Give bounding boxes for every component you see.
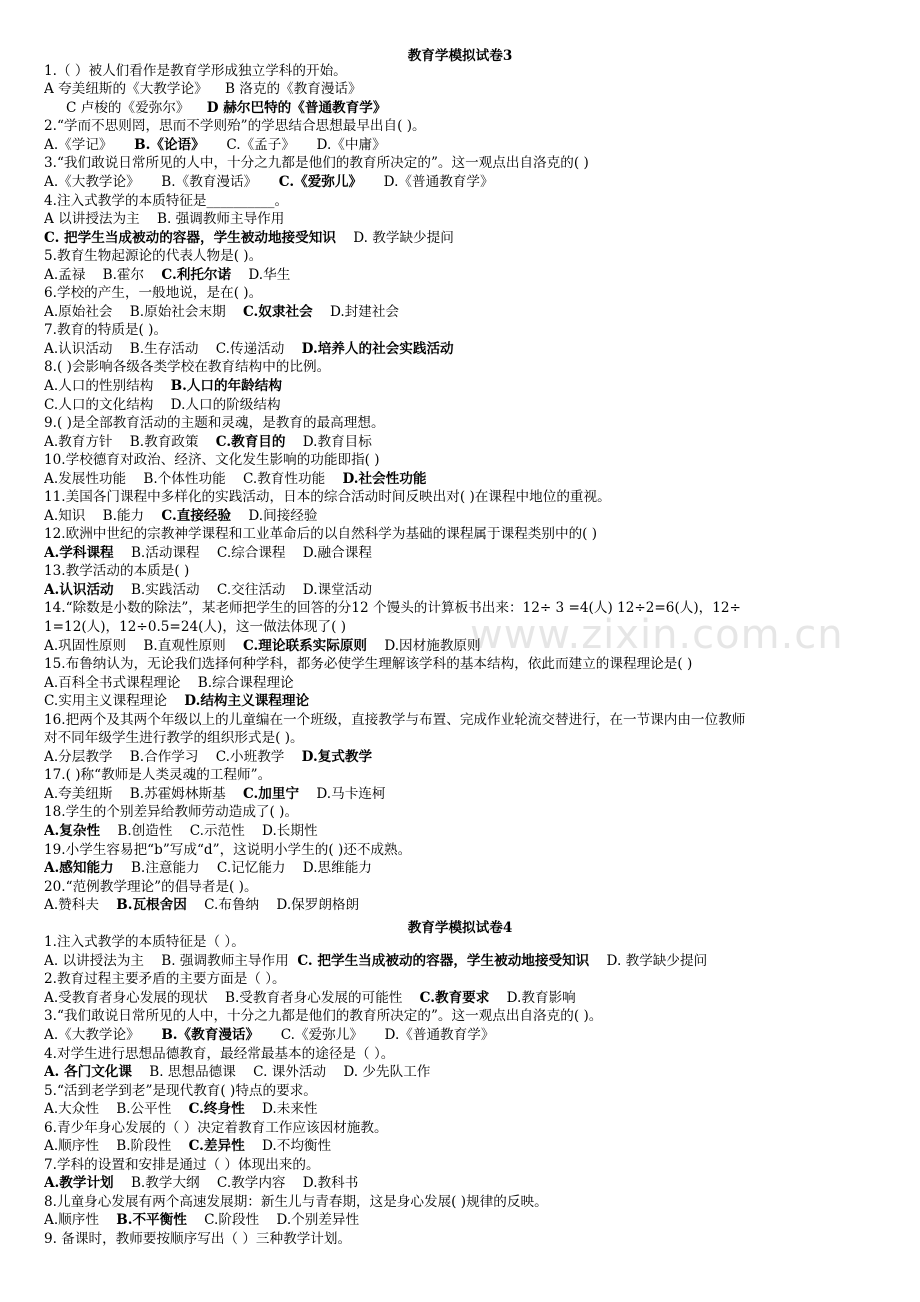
option-line: A.学科课程 B.活动课程 C.综合课程 D.融合课程 — [44, 545, 372, 561]
option-line: A.人口的性别结构 B.人口的年龄结构 — [44, 378, 282, 394]
option-line: A.认识活动 B.生存活动 C.传递活动 D.培养人的社会实践活动 — [44, 341, 454, 357]
question-line: 9.( )是全部教育活动的主题和灵魂，是教育的最高理想。 — [44, 415, 385, 431]
option-line: A.赞科夫 B.瓦根舍因 C.布鲁纳 D.保罗朗格朗 — [44, 897, 360, 913]
option-line: A. 各门文化课 B. 思想品德课 C. 课外活动 D. 少先队工作 — [44, 1064, 431, 1080]
question-line: 7.学科的设置和安排是通过（ ）体现出来的。 — [44, 1157, 320, 1173]
option-line: A.《大教学论》 B.《教育漫话》 C.《爱弥儿》 D.《普通教育学》 — [44, 1027, 495, 1043]
option-line: A.教育方针 B.教育政策 C.教育目的 D.教育目标 — [44, 434, 372, 450]
answer: B.《论语》 — [134, 137, 205, 153]
option-line: A.知识 B.能力 C.直接经验 D.间接经验 — [44, 508, 318, 524]
watermark: www.zixin.com.cn — [470, 612, 844, 658]
answer: C.教育要求 — [419, 990, 490, 1006]
answer: A. 各门文化课 — [44, 1064, 132, 1080]
option-line: A.复杂性 B.创造性 C.示范性 D.长期性 — [44, 823, 318, 839]
answer: C.直接经验 — [161, 508, 232, 524]
question-line: 7.教育的特质是( )。 — [44, 322, 168, 338]
answer: A.教学计划 — [44, 1175, 114, 1191]
option-line: A.认识活动 B.实践活动 C.交往活动 D.课堂活动 — [44, 582, 372, 598]
question-line: 3.“我们敢说日常所见的人中，十分之九都是他们的教育所决定的”。这一观点出自洛克的( )。 — [44, 1008, 603, 1024]
section-title: 教育学模拟试卷3 — [407, 48, 513, 64]
answer: C.差异性 — [188, 1138, 245, 1154]
question-line: 4.对学生进行思想品德教育，最经常最基本的途径是（ ）。 — [44, 1046, 395, 1062]
answer: D.结构主义课程理论 — [184, 693, 310, 709]
answer: D 赫尔巴特的《普通教育学》 — [206, 100, 387, 116]
question-line: 10.学校德育对政治、经济、文化发生影响的功能即指( ) — [44, 452, 380, 468]
option-line: A.大众性 B.公平性 C.终身性 D.未来性 — [44, 1101, 318, 1117]
option-line: A.顺序性 B.阶段性 C.差异性 D.不均衡性 — [44, 1138, 332, 1154]
option-line: C. 把学生当成被动的容器，学生被动地接受知识 D. 教学缺少提问 — [44, 230, 454, 246]
question-line: 5.教育生物起源论的代表人物是( )。 — [44, 248, 263, 264]
question-line: 对不同年级学生进行教学的组织形式是( )。 — [44, 730, 304, 746]
option-line: A.《大教学论》 B.《教育漫话》 C.《爱弥儿》 D.《普通教育学》 — [44, 174, 494, 190]
answer: D.复式教学 — [301, 749, 373, 765]
question-line: 6.学校的产生，一般地说，是在( )。 — [44, 285, 263, 301]
question-line: 17.( )称“教师是人类灵魂的工程师”。 — [44, 767, 272, 783]
option-line: A.夸美纽斯 B.苏霍姆林斯基 C.加里宁 D.马卡连柯 — [44, 786, 386, 802]
option-line: A.分层教学 B.合作学习 C.小班教学 D.复式教学 — [44, 749, 373, 765]
answer: B.不平衡性 — [116, 1212, 187, 1228]
question-line: 14.“除数是小数的除法”，某老师把学生的回答的分12 个馒头的计算板书出来：12÷ 3 =4(人) 12÷2=6(人)，12÷ — [44, 600, 741, 616]
question-line: 6.青少年身心发展的（ ）决定着教育工作应该因材施教。 — [44, 1120, 388, 1136]
option-line: A.发展性功能 B.个体性功能 C.教育性功能 D.社会性功能 — [44, 471, 427, 487]
question-line: 12.欧洲中世纪的宗教神学课程和工业革命后的以自然科学为基础的课程属于课程类别中的( ) — [44, 526, 598, 542]
question-line: 11.美国各门课程中多样化的实践活动，日本的综合活动时间反映出对( )在课程中地位的重视。 — [44, 489, 611, 505]
question-line: 2.教育过程主要矛盾的主要方面是（ ）。 — [44, 971, 286, 987]
option-line: A 以讲授法为主 B. 强调教师主导作用 — [44, 211, 285, 227]
option-line: A.孟禄 B.霍尔 C.利托尔诺 D.华生 — [44, 267, 291, 283]
question-line: 1=12(人)，12÷0.5=24(人)，这一做法体现了( ) — [44, 619, 347, 635]
answer: C.《爱弥儿》 — [278, 174, 363, 190]
option-line: A 夸美纽斯的《大教学论》 B 洛克的《教育漫话》 — [44, 81, 362, 97]
answer: C.教育目的 — [215, 434, 286, 450]
answer: C.奴隶社会 — [242, 304, 313, 320]
answer: C. 把学生当成被动的容器，学生被动地接受知识 — [297, 953, 590, 969]
question-line: 1.（ ）被人们看作是教育学形成独立学科的开始。 — [44, 63, 347, 79]
option-line: A.受教育者身心发展的现状 B.受教育者身心发展的可能性 C.教育要求 D.教育影响 — [44, 990, 576, 1006]
answer: C.利托尔诺 — [161, 267, 232, 283]
option-line: C.人口的文化结构 D.人口的阶级结构 — [44, 397, 281, 413]
answer: A.感知能力 — [44, 860, 114, 876]
question-line: 18.学生的个别差异给教师劳动造成了( )。 — [44, 804, 299, 820]
question-line: 4.注入式教学的本质特征是__________。 — [44, 193, 289, 209]
question-line: 20.“范例教学理论”的倡导者是( )。 — [44, 879, 258, 895]
question-line: 1.注入式教学的本质特征是（ ）。 — [44, 934, 245, 950]
answer: D.培养人的社会实践活动 — [301, 341, 454, 357]
answer: B.人口的年龄结构 — [170, 378, 282, 394]
option-line: A.百科全书式课程理论 B.综合课程理论 — [44, 675, 294, 691]
answer: C.终身性 — [188, 1101, 245, 1117]
question-line: 19.小学生容易把“b”写成“d”，这说明小学生的( )还不成熟。 — [44, 842, 412, 858]
question-line: 8.( )会影响各级各类学校在教育结构中的比例。 — [44, 359, 331, 375]
option-line: A.巩固性原则 B.直观性原则 C.理论联系实际原则 D.因材施教原则 — [44, 638, 481, 654]
answer: B.《教育漫话》 — [161, 1027, 260, 1043]
answer: D.社会性功能 — [342, 471, 427, 487]
option-line: C 卢梭的《爱弥尔》 D 赫尔巴特的《普通教育学》 — [66, 100, 387, 116]
option-line: C.实用主义课程理论 D.结构主义课程理论 — [44, 693, 310, 709]
answer: C. 把学生当成被动的容器，学生被动地接受知识 — [44, 230, 336, 246]
question-line: 5.“活到老学到老”是现代教育( )特点的要求。 — [44, 1083, 317, 1099]
question-line: 13.教学活动的本质是( ) — [44, 563, 190, 579]
question-line: 8.儿童身心发展有两个高速发展期：新生儿与青春期，这是身心发展( )规律的反映。 — [44, 1194, 548, 1210]
answer: A.复杂性 — [44, 823, 101, 839]
option-line: A.感知能力 B.注意能力 C.记忆能力 D.思维能力 — [44, 860, 372, 876]
option-line: A.《学记》 B.《论语》 C.《孟子》 D.《中庸》 — [44, 137, 386, 153]
question-line: 2.“学而不思则罔，思而不学则殆”的学思结合思想最早出自( )。 — [44, 118, 426, 134]
option-line: A.原始社会 B.原始社会末期 C.奴隶社会 D.封建社会 — [44, 304, 400, 320]
question-line: 15.布鲁纳认为，无论我们选择何种学科，都务必使学生理解该学科的基本结构，依此而建立的课程理论是( ) — [44, 656, 693, 672]
option-line: A. 以讲授法为主 B. 强调教师主导作用 C. 把学生当成被动的容器，学生被动地接受知识 D. 教学缺少提问 — [44, 953, 708, 969]
answer: C.理论联系实际原则 — [242, 638, 368, 654]
answer: C.加里宁 — [242, 786, 300, 802]
answer: A.认识活动 — [44, 582, 114, 598]
question-line: 3.“我们敢说日常所见的人中，十分之九都是他们的教育所决定的”。这一观点出自洛克的( ) — [44, 155, 589, 171]
question-line: 16.把两个及其两个年级以上的儿童编在一个班级，直接教学与布置、完成作业轮流交替进行，在一节课内由一位教师 — [44, 712, 746, 728]
option-line: A.教学计划 B.教学大纲 C.教学内容 D.教科书 — [44, 1175, 359, 1191]
question-line: 9. 备课时，教师要按顺序写出（ ）三种教学计划。 — [44, 1231, 352, 1247]
answer: B.瓦根舍因 — [116, 897, 187, 913]
section-title: 教育学模拟试卷4 — [407, 920, 513, 936]
answer: A.学科课程 — [44, 545, 114, 561]
option-line: A.顺序性 B.不平衡性 C.阶段性 D.个别差异性 — [44, 1212, 360, 1228]
